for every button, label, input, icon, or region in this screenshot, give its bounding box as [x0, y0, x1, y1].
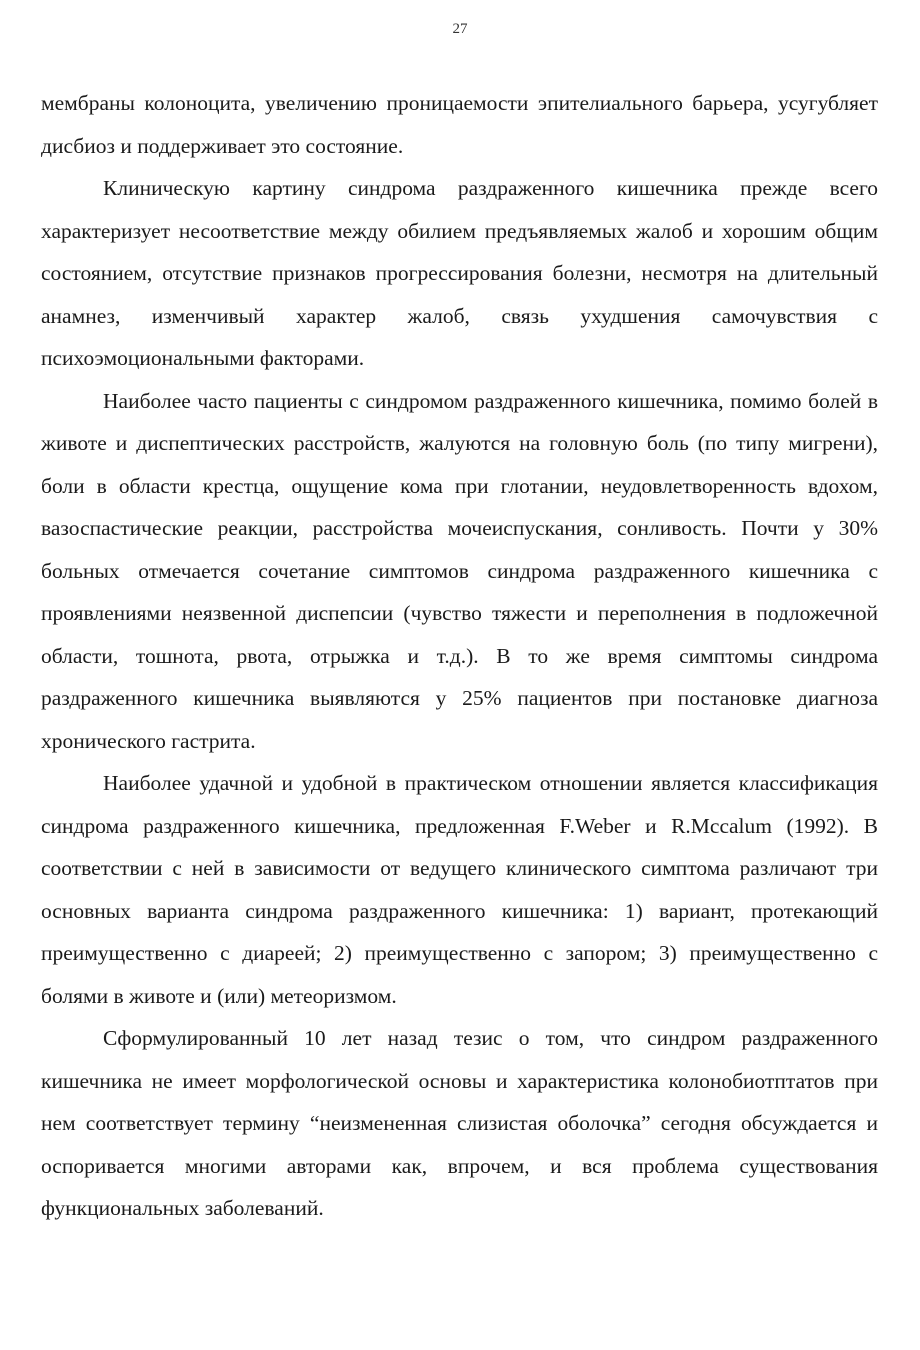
paragraph-thesis: Сформулированный 10 лет назад тезис о том, что синдром раздраженного кишечника не имеет морфологической основы и характеристика колонобиотптатов при нем соответствует термину “неизмененная слизистая оболочка” сегодня обсуждается и оспоривается многими авторами как, впрочем, и вся проблема существования функциональных заболеваний. — [41, 1026, 878, 1220]
paragraph-symptoms: Наиболее часто пациенты с синдромом раздраженного кишечника, помимо болей в животе и диспептических расстройств, жалуются на головную боль (по типу мигрени), боли в области крестца, ощущение кома при глотании, неудовлетворенность вдохом, вазоспастические реакции, расстройства мочеиспускания, сонливость. Почти у 30% больных отмечается сочетание симптомов синдрома раздраженного кишечника с проявлениями неязвенной диспепсии (чувство тяжести и переполнения в подложечной области, тошнота, рвота, отрыжка и т.д.). В то же время симптомы синдрома раздраженного кишечника выявляются у 25% пациентов при постановке диагноза хронического гастрита. — [41, 388, 878, 753]
page-number: 27 — [452, 21, 468, 37]
paragraph-classification: Наиболее удачной и удобной в практическом отношении является классификация синдрома раздраженного кишечника, предложенная F.Weber и R.Mccalum (1992). В соответствии с ней в зависимости от ведущего клинического симптома различают три основных варианта синдрома раздраженного кишечника: 1) вариант, протекающий преимущественно с диареей; 2) преимущественно с запором; 3) преимущественно с болями в животе и (или) метеоризмом. — [41, 771, 878, 1008]
document-body — [41, 82, 878, 1230]
paragraph-continuation: мембраны колоноцита, увеличению проницаемости эпителиального барьера, усугубляет дисбиоз и поддерживает это состояние. — [41, 91, 878, 158]
paragraph-clinical-picture: Клиническую картину синдрома раздраженного кишечника прежде всего характеризует несоответствие между обилием предъявляемых жалоб и хорошим общим состоянием, отсутствие признаков прогрессирования болезни, несмотря на длительный анамнез, изменчивый характер жалоб, связь ухудшения самочувствия с психоэмоциональными факторами. — [41, 176, 878, 370]
